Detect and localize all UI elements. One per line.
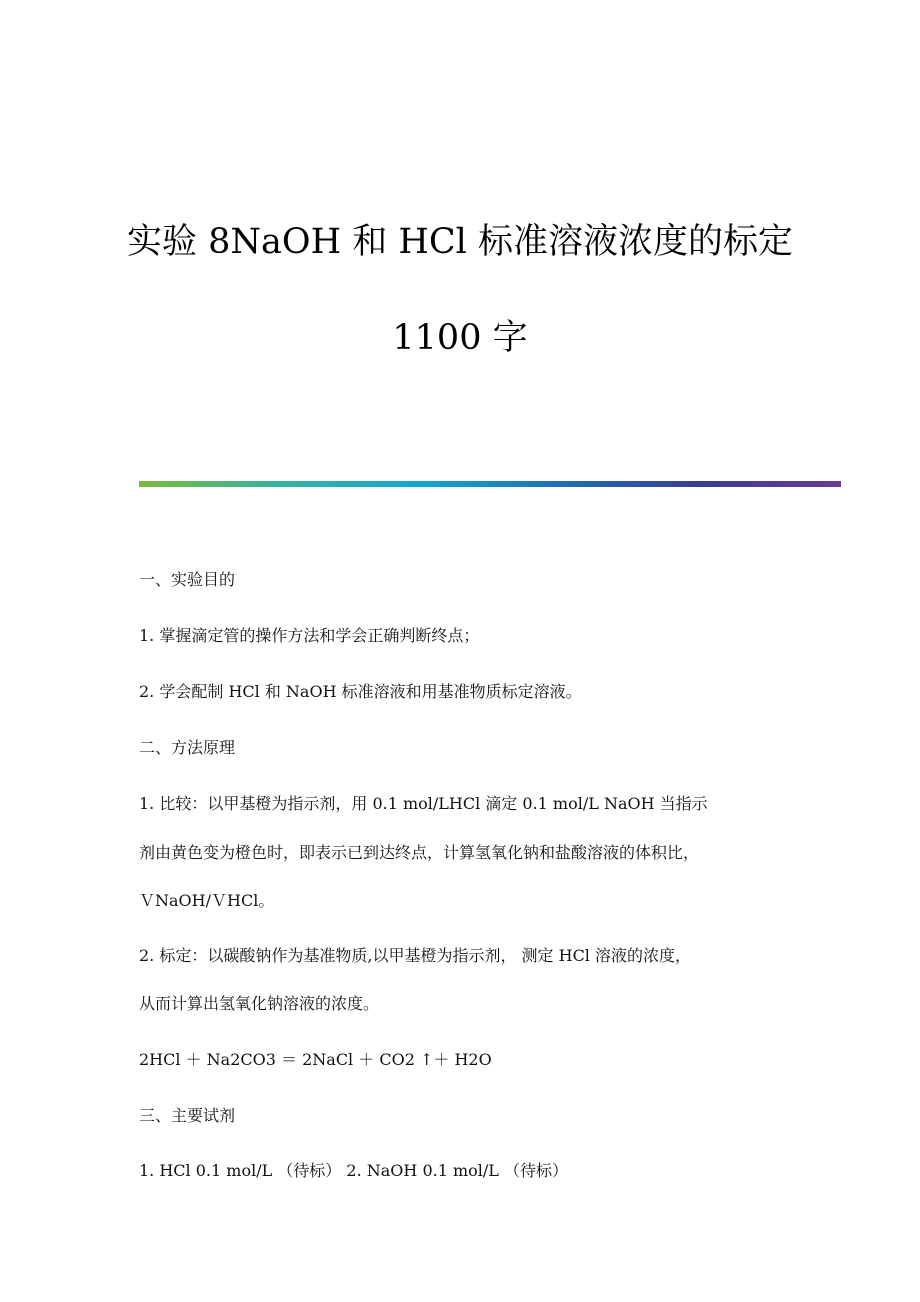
- gradient-divider: [139, 481, 841, 487]
- paragraph: 1. HCl 0.1 mol/L （待标） 2. NaOH 0.1 mol/L （待标）: [139, 1161, 568, 1180]
- chemical-equation: 2HCl ＋ Na2CO3 ＝ 2NaCl ＋ CO2 ↑＋ H2O: [139, 1050, 492, 1069]
- document-subtitle: 1100 字: [392, 318, 528, 358]
- paragraph: 从而计算出氢氧化钠溶液的浓度。: [139, 994, 380, 1013]
- paragraph: ＶNaOH/ＶHCl。: [139, 891, 275, 910]
- paragraph: 1. 掌握滴定管的操作方法和学会正确判断终点；: [139, 626, 480, 645]
- section-heading-reagents: 三、主要试剂: [139, 1106, 236, 1125]
- section-heading-purpose: 一、实验目的: [139, 570, 236, 589]
- section-heading-principle: 二、方法原理: [139, 738, 236, 757]
- paragraph: 2. 学会配制 HCl 和 NaOH 标准溶液和用基准物质标定溶液。: [139, 682, 582, 701]
- paragraph: 剂由黄色变为橙色时，即表示已到达终点，计算氢氧化钠和盐酸溶液的体积比，: [139, 843, 700, 862]
- document-title: 实验 8NaOH 和 HCl 标准溶液浓度的标定: [127, 222, 793, 262]
- paragraph: 2. 标定：以碳酸钠作为基准物质,以甲基橙为指示剂， 测定 HCl 溶液的浓度，: [139, 946, 692, 965]
- paragraph: 1. 比较：以甲基橙为指示剂，用 0.1 mol/LHCl 滴定 0.1 mol/L NaOH 当指示: [139, 794, 708, 813]
